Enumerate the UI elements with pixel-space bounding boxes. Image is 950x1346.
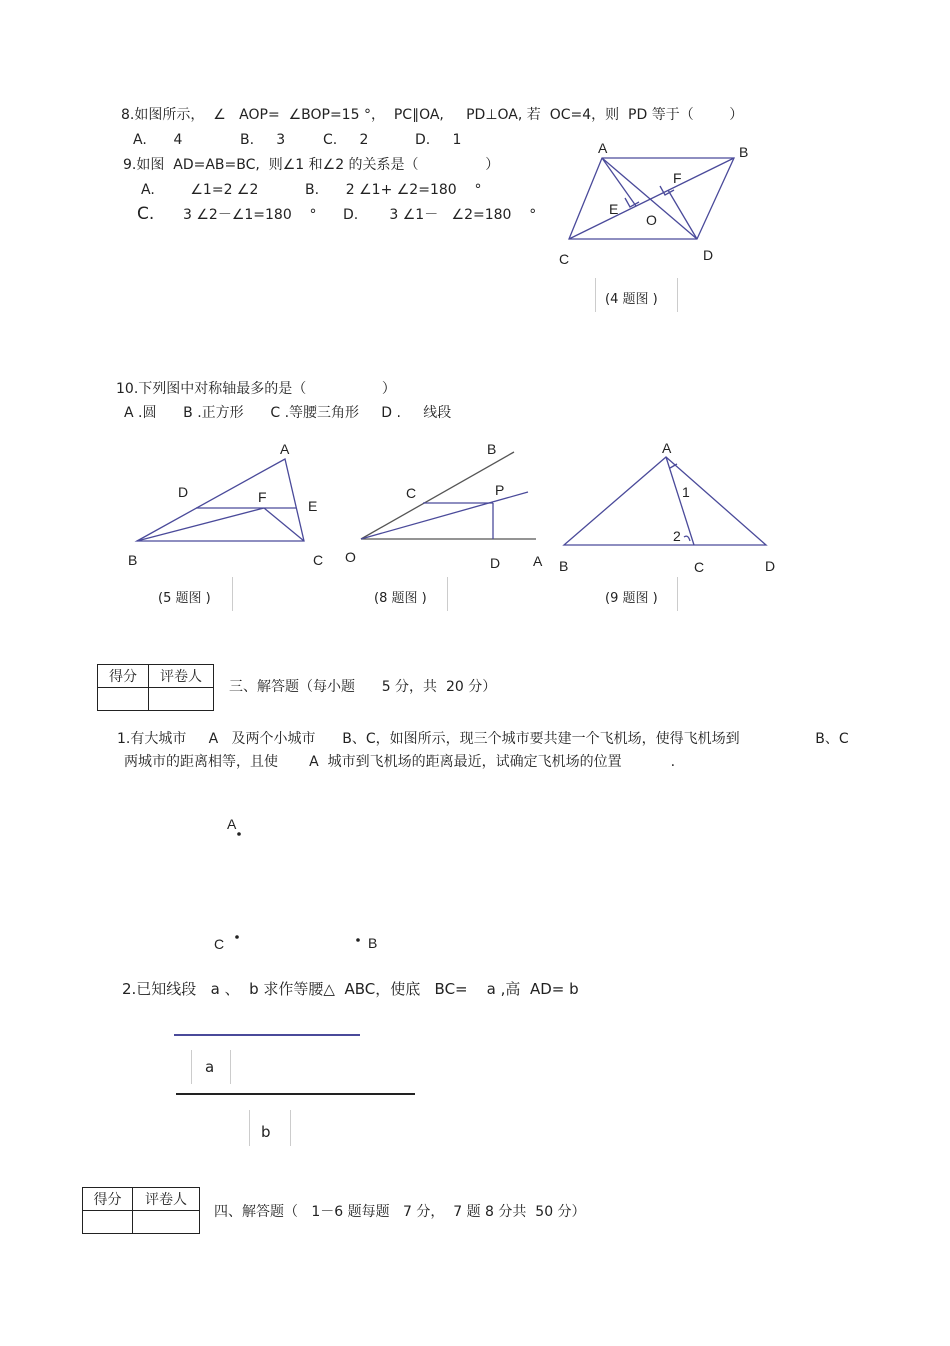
fig9-caption: (9 题图 ) [605, 591, 658, 606]
q9-option-a: A. ∠1=2 ∠2 [141, 182, 259, 198]
point-b-dot [356, 938, 360, 942]
point-c-dot [235, 935, 239, 939]
segment-b-label: b [261, 1123, 271, 1141]
section3-title: 三、解答题（每小题 5 分，共 20 分） [229, 679, 497, 695]
fig4-label-e: E [609, 201, 619, 217]
q9-option-c-letter: C. [137, 204, 155, 224]
fig5-label-e: E [308, 498, 318, 514]
score-table-section4 [82, 1187, 200, 1234]
fig8-label-a: A [533, 553, 543, 569]
segment-b-divider [249, 1110, 250, 1146]
segment-a-label: a [205, 1058, 215, 1076]
q10-stem: 10.下列图中对称轴最多的是（ ） [116, 381, 396, 397]
fig8-label-d: D [490, 555, 501, 571]
fig8-label-c: C [406, 485, 417, 501]
fig8-caption: (8 题图 ) [374, 591, 427, 606]
s3q1-line2: 两城市的距离相等，且使 A 城市到飞机场的距离最近，试确定飞机场的位置 . [124, 754, 676, 770]
fig8-label-b: B [487, 441, 497, 457]
fig9-label-1: 1 [682, 484, 690, 500]
point-a-label: A [227, 816, 237, 832]
q9-option-b: B. 2 ∠1+ ∠2=180 ° [305, 182, 482, 198]
q8-option-b: B. 3 [240, 132, 286, 148]
point-a-dot [237, 832, 241, 836]
grader-header: 评卷人 [133, 1188, 200, 1211]
grader-cell[interactable] [133, 1211, 200, 1234]
s3q1-line1: 1.有大城市 A 及两个小城市 B、C，如图所示，现三个城市要共建一个飞机场，使得飞机场到 B、C [117, 731, 849, 747]
score-header: 得分 [98, 665, 149, 688]
fig4-label-o: O [646, 212, 657, 228]
q8-option-a: A. 4 [133, 132, 183, 148]
fig9-label-2: 2 [673, 528, 681, 544]
segment-b-divider [290, 1110, 291, 1146]
q9-option-d: D. 3 ∠1－ ∠2=180 ° [343, 207, 537, 223]
point-b-label: B [368, 935, 378, 951]
fig5-label-d: D [178, 484, 189, 500]
fig5-caption: (5 题图 ) [158, 591, 211, 606]
fig8-label-p: P [495, 482, 505, 498]
q9-stem: 9.如图 AD=AB=BC, 则∠1 和∠2 的关系是（ ） [123, 157, 500, 173]
fig9-label-d: D [765, 558, 776, 574]
fig5-label-c: C [313, 552, 324, 568]
s3q2-stem: 2.已知线段 a 、 b 求作等腰△ ABC，使底 BC= a ,高 AD= b [122, 980, 579, 998]
fig4-label-c: C [559, 251, 570, 267]
section4-title: 四、解答题（ 1－6 题每题 7 分， 7 题 8 分共 50 分） [214, 1204, 586, 1220]
fig5-label-f: F [258, 489, 267, 505]
fig9-label-b: B [559, 558, 569, 574]
segment-a-divider [230, 1050, 231, 1084]
score-header: 得分 [83, 1188, 133, 1211]
fig4-label-b: B [739, 144, 749, 160]
q8-stem: 8.如图所示， ∠ AOP= ∠BOP=15 °， PC∥OA, PD⊥OA, 若 OC=4，则 PD 等于（ ） [121, 107, 744, 123]
fig4-label-a: A [598, 140, 608, 156]
q8-option-c: C. 2 [323, 132, 369, 148]
fig4-caption: (4 题图 ) [605, 292, 658, 307]
fig9-label-c: C [694, 559, 705, 575]
fig5-label-b: B [128, 552, 138, 568]
segment-b-line [176, 1093, 415, 1095]
point-c-label: C [214, 936, 225, 952]
fig4-label-d: D [703, 247, 714, 263]
segment-a-divider [191, 1050, 192, 1084]
fig5-label-a: A [280, 441, 290, 457]
fig9-label-a: A [662, 440, 672, 456]
q8-option-d: D. 1 [415, 132, 462, 148]
q10-options: A .圆 B .正方形 C .等腰三角形 D . 线段 [124, 405, 452, 421]
grader-header: 评卷人 [149, 665, 214, 688]
segment-a-line [174, 1034, 360, 1036]
score-cell[interactable] [83, 1211, 133, 1234]
fig8-label-o: O [345, 549, 356, 565]
q9-option-c: 3 ∠2－∠1=180 ° [183, 207, 317, 223]
fig4-label-f: F [673, 170, 682, 186]
